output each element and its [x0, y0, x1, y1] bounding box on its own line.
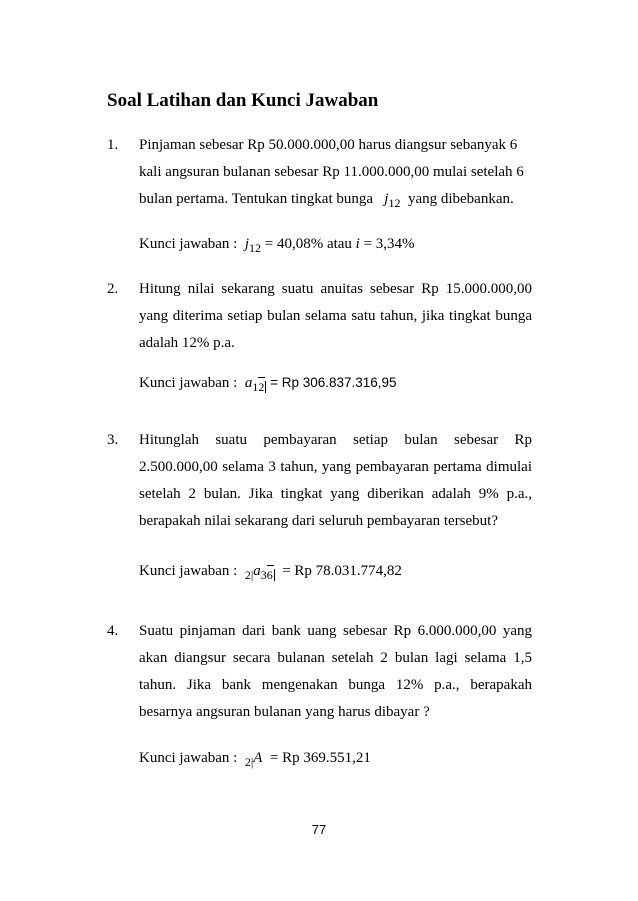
math-subscript: 12 [248, 241, 261, 255]
problem-text-segment: bulan pertama. Tentukan tingkat bunga [139, 191, 374, 207]
answer-key [139, 750, 371, 767]
math-prefix: 2| [244, 755, 254, 769]
math-subscript: 12 [252, 380, 265, 394]
problem-text-line: yang diterima setiap bulan selama satu tahun, jika tingkat bunga [139, 308, 532, 324]
problem-text-line: adalah 12% p.a. [139, 335, 235, 351]
problem-text-line: Pinjaman sebesar Rp 50.000.000,00 harus diangsur sebanyak 6 [139, 137, 518, 153]
answer-key [139, 375, 397, 392]
math-variable: A [253, 750, 263, 766]
answer-label: Kunci jawaban : [139, 375, 238, 391]
answer-label: Kunci jawaban : [139, 563, 238, 579]
problem-text-line: setelah 2 bulan. Jika tingkat yang diberikan adalah 9% p.a., [139, 486, 532, 502]
angle-bar [258, 377, 265, 378]
problem-text-line: kali angsuran bulanan sebesar Rp 11.000.000,00 mulai setelah 6 [139, 164, 524, 180]
problem-text-line: 2.500.000,00 selama 3 tahun, yang pembayaran pertama dimulai [139, 459, 532, 475]
problem-number: 4. [107, 623, 119, 639]
problem-number: 1. [107, 137, 119, 153]
answer-value: = Rp 78.031.774,82 [282, 563, 402, 579]
answer-key [139, 236, 415, 253]
problem-text-line: Hitunglah suatu pembayaran setiap bulan sebesar Rp [139, 432, 532, 448]
answer-label: Kunci jawaban : [139, 236, 238, 252]
problem-text-line: akan diangsur secara bulanan setelah 2 bulan lagi selama 1,5 [139, 650, 532, 666]
annuity-angle-subscript [252, 381, 266, 393]
answer-value: = Rp 369.551,21 [269, 750, 371, 766]
problem-text-line: berapakah nilai sekarang dari seluruh pembayaran tersebut? [139, 513, 499, 529]
problem-number: 2. [107, 281, 119, 297]
math-prefix: 2| [244, 568, 254, 582]
answer-value: = Rp 306.837.316,95 [270, 375, 397, 390]
problem-text-line: besarnya angsuran bulanan yang harus dibayar ? [139, 704, 430, 720]
problem-text-line: Suatu pinjaman dari bank uang sebesar Rp 6.000.000,00 yang [139, 623, 532, 639]
page-number: 77 [311, 822, 327, 837]
problem-text-segment: yang dibebankan. [407, 191, 514, 207]
section-title: Soal Latihan dan Kunci Jawaban [107, 90, 379, 111]
math-variable: i [355, 236, 360, 252]
math-variable: j [384, 191, 389, 207]
math-variable: j [244, 236, 249, 252]
problem-text-line: tahun. Jika bank mengenakan bunga 12% p.a., berapakah [139, 677, 532, 693]
angle-bar [267, 565, 274, 566]
problem-text-line [139, 191, 514, 208]
math-subscript: 36 [260, 568, 273, 582]
math-subscript: 12 [388, 196, 401, 210]
math-variable: a [253, 563, 261, 579]
problem-text-line: Hitung nilai sekarang suatu anuitas sebesar Rp 15.000.000,00 [139, 281, 532, 297]
answer-value: = 3,34% [363, 236, 415, 252]
answer-label: Kunci jawaban : [139, 750, 238, 766]
answer-text: = 40,08% atau [264, 236, 352, 252]
answer-key [139, 563, 402, 580]
annuity-angle-subscript [261, 569, 275, 581]
problem-number: 3. [107, 432, 119, 448]
math-variable: a [244, 375, 253, 391]
